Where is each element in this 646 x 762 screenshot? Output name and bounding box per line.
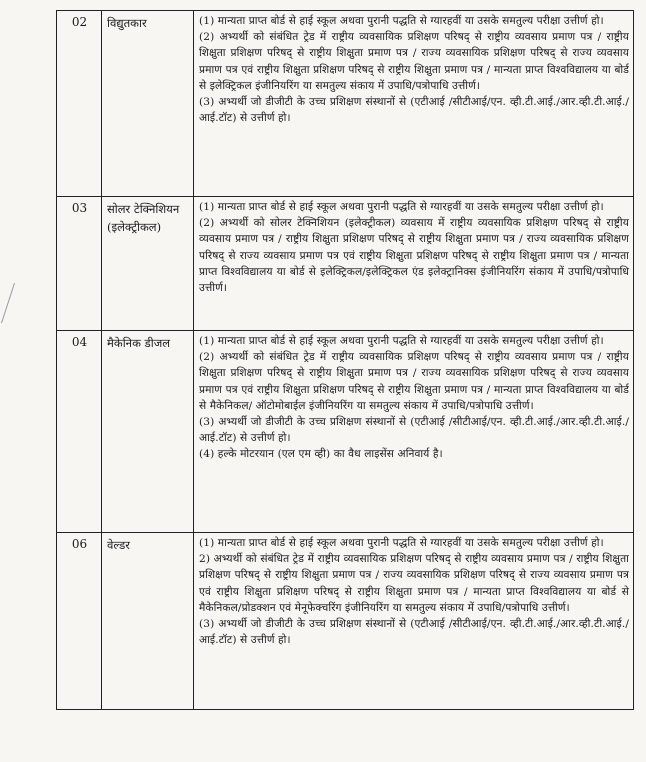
trade-name: वेल्डर (102, 533, 194, 710)
table-row (57, 331, 634, 533)
qualification-point: (3) अभ्यर्थी जो डीजीटी के उच्च प्रशिक्षण संस्थानों से (एटीआई /सीटीआई/एन. व्ही.टी.आई./आर.व्ही.टी.आई./आई.टॉट) से उत्तीर्ण हो। (199, 618, 629, 647)
qualification-point: (2) अभ्यर्थी को संबंधित ट्रेड में राष्ट्रीय व्यवसायिक प्रशिक्षण परिषद् से राष्ट्रीय व्यवसाय प्रमाण पत्र / राष्ट्रीय शिक्षुता प्रशिक्षण परिषद् से राष्ट्रीय शिक्षुता प्रमाण पत्र / राज्य व्यवसायिक प्रशिक्षण परिषद् से राज्य व्यवसाय प्रमाण पत्र एवं राष्ट्रीय शिक्षुता प्रशिक्षण परिषद् से राष्ट्रीय शिक्षुता प्रमाण पत्र / मान्यता प्राप्त विश्वविद्यालय या बोर्ड से इलेक्ट्रिकल इंजीनियरिंग या समतुल्य संकाय में उपाधि/पत्रोपाधि उत्तीर्ण। (199, 31, 629, 92)
qualification-point: (3) अभ्यर्थी जो डीजीटी के उच्च प्रशिक्षण संस्थानों से (एटीआई /सीटीआई/एन. व्ही.टी.आई./आर.व्ही.टी.आई./आई.टॉट) से उत्तीर्ण हो। (199, 96, 629, 125)
table-row (57, 533, 634, 710)
serial-number: 06 (57, 533, 102, 710)
trade-name: विद्युतकार (102, 11, 194, 197)
qualification-point: (3) अभ्यर्थी जो डीजीटी के उच्च प्रशिक्षण संस्थानों से (एटीआई /सीटीआई/एन. व्ही.टी.आई./आर.व्ही.टी.आई./आई.टॉट) से उत्तीर्ण हो। (199, 416, 629, 445)
qualification-point: (1) मान्यता प्राप्त बोर्ड से हाई स्कूल अथवा पुरानी पद्धति से ग्यारहवीं या उसके समतुल्य परीक्षा उत्तीर्ण हो। (199, 15, 604, 27)
qualification-point: (1) मान्यता प्राप्त बोर्ड से हाई स्कूल अथवा पुरानी पद्धति से ग्यारहवीं या उसके समतुल्य परीक्षा उत्तीर्ण हो। (199, 335, 604, 347)
eligibility-table (56, 10, 634, 710)
serial-number: 03 (57, 197, 102, 331)
table-row (57, 11, 634, 197)
serial-number: 04 (57, 331, 102, 533)
qualification-point: (2) अभ्यर्थी को संबंधित ट्रेड में राष्ट्रीय व्यवसायिक प्रशिक्षण परिषद् से राष्ट्रीय व्यवसाय प्रमाण पत्र / राष्ट्रीय शिक्षुता प्रशिक्षण परिषद् से राष्ट्रीय शिक्षुता प्रमाण पत्र / राज्य व्यवसायिक प्रशिक्षण परिषद् से राज्य व्यवसाय प्रमाण पत्र एवं राष्ट्रीय शिक्षुता प्रशिक्षण परिषद् से राष्ट्रीय शिक्षुता प्रमाण पत्र / मान्यता प्राप्त विश्वविद्यालय या बोर्ड से मैकेनिकल/ ऑटोमोबाईल इंजीनियरिंग या समतुल्य संकाय में उपाधि/पत्रोपाधि उत्तीर्ण। (199, 351, 629, 412)
qualification-cell (194, 197, 634, 331)
margin-pen-mark (1, 283, 23, 326)
trade-name: सोलर टेक्निशियन (इलेक्ट्रीकल) (102, 197, 194, 331)
qualification-point: (4) हल्के मोटरयान (एल एम व्ही) का वैध लाइसेंस अनिवार्य है। (199, 448, 443, 461)
serial-number: 02 (57, 11, 102, 197)
qualification-point: (1) मान्यता प्राप्त बोर्ड से हाई स्कूल अथवा पुरानी पद्धति से ग्यारहवीं या उसके समतुल्य परीक्षा उत्तीर्ण हो। (199, 201, 604, 213)
qualification-cell (194, 11, 634, 197)
qualification-point: (2) अभ्यर्थी को सोलर टेक्निशियन (इलेक्ट्रीकल) व्यवसाय में राष्ट्रीय व्यवसायिक प्रशिक्षण परिषद् से राष्ट्रीय व्यवसाय प्रमाण पत्र / राष्ट्रीय शिक्षुता प्रशिक्षण परिषद् से राष्ट्रीय शिक्षुता प्रमाण पत्र / राज्य व्यवसायिक प्रशिक्षण परिषद् से राज्य व्यवसाय प्रमाण पत्र एवं राष्ट्रीय शिक्षुता प्रशिक्षण परिषद् से राष्ट्रीय शिक्षुता प्रमाण पत्र / मान्यता प्राप्त विश्वविद्यालय या बोर्ड से इलेक्ट्रिकल/इलेक्ट्रिकल एंड इलेक्ट्रानिक्स इंजीनियरिंग संकाय में उपाधि/पत्रोपाधि उत्तीर्ण। (199, 217, 629, 295)
qualification-cell (194, 331, 634, 533)
table-row (57, 197, 634, 331)
qualification-cell (194, 533, 634, 710)
qualification-point: 2) अभ्यर्थी को संबंधित ट्रेड में राष्ट्रीय व्यवसायिक प्रशिक्षण परिषद् से राष्ट्रीय व्यवसाय प्रमाण पत्र / राष्ट्रीय शिक्षुता प्रशिक्षण परिषद् से राष्ट्रीय शिक्षुता प्रमाण पत्र / राज्य व्यवसायिक प्रशिक्षण परिषद् से राज्य व्यवसाय प्रमाण पत्र एवं राष्ट्रीय शिक्षुता प्रशिक्षण परिषद् से राष्ट्रीय शिक्षुता प्रमाण पत्र / मान्यता प्राप्त विश्वविद्यालय या बोर्ड से मैकेनिकल/प्रोडक्शन एवं मेनूफेक्चरिंग इंजीनियरिंग या समतुल्य संकाय में उपाधि/पत्रोपाधि उत्तीर्ण। (199, 553, 629, 614)
qualification-point: (1) मान्यता प्राप्त बोर्ड से हाई स्कूल अथवा पुरानी पद्धति से ग्यारहवीं या उसके समतुल्य परीक्षा उत्तीर्ण हो। (199, 537, 604, 549)
trade-name: मैकेनिक डीजल (102, 331, 194, 533)
